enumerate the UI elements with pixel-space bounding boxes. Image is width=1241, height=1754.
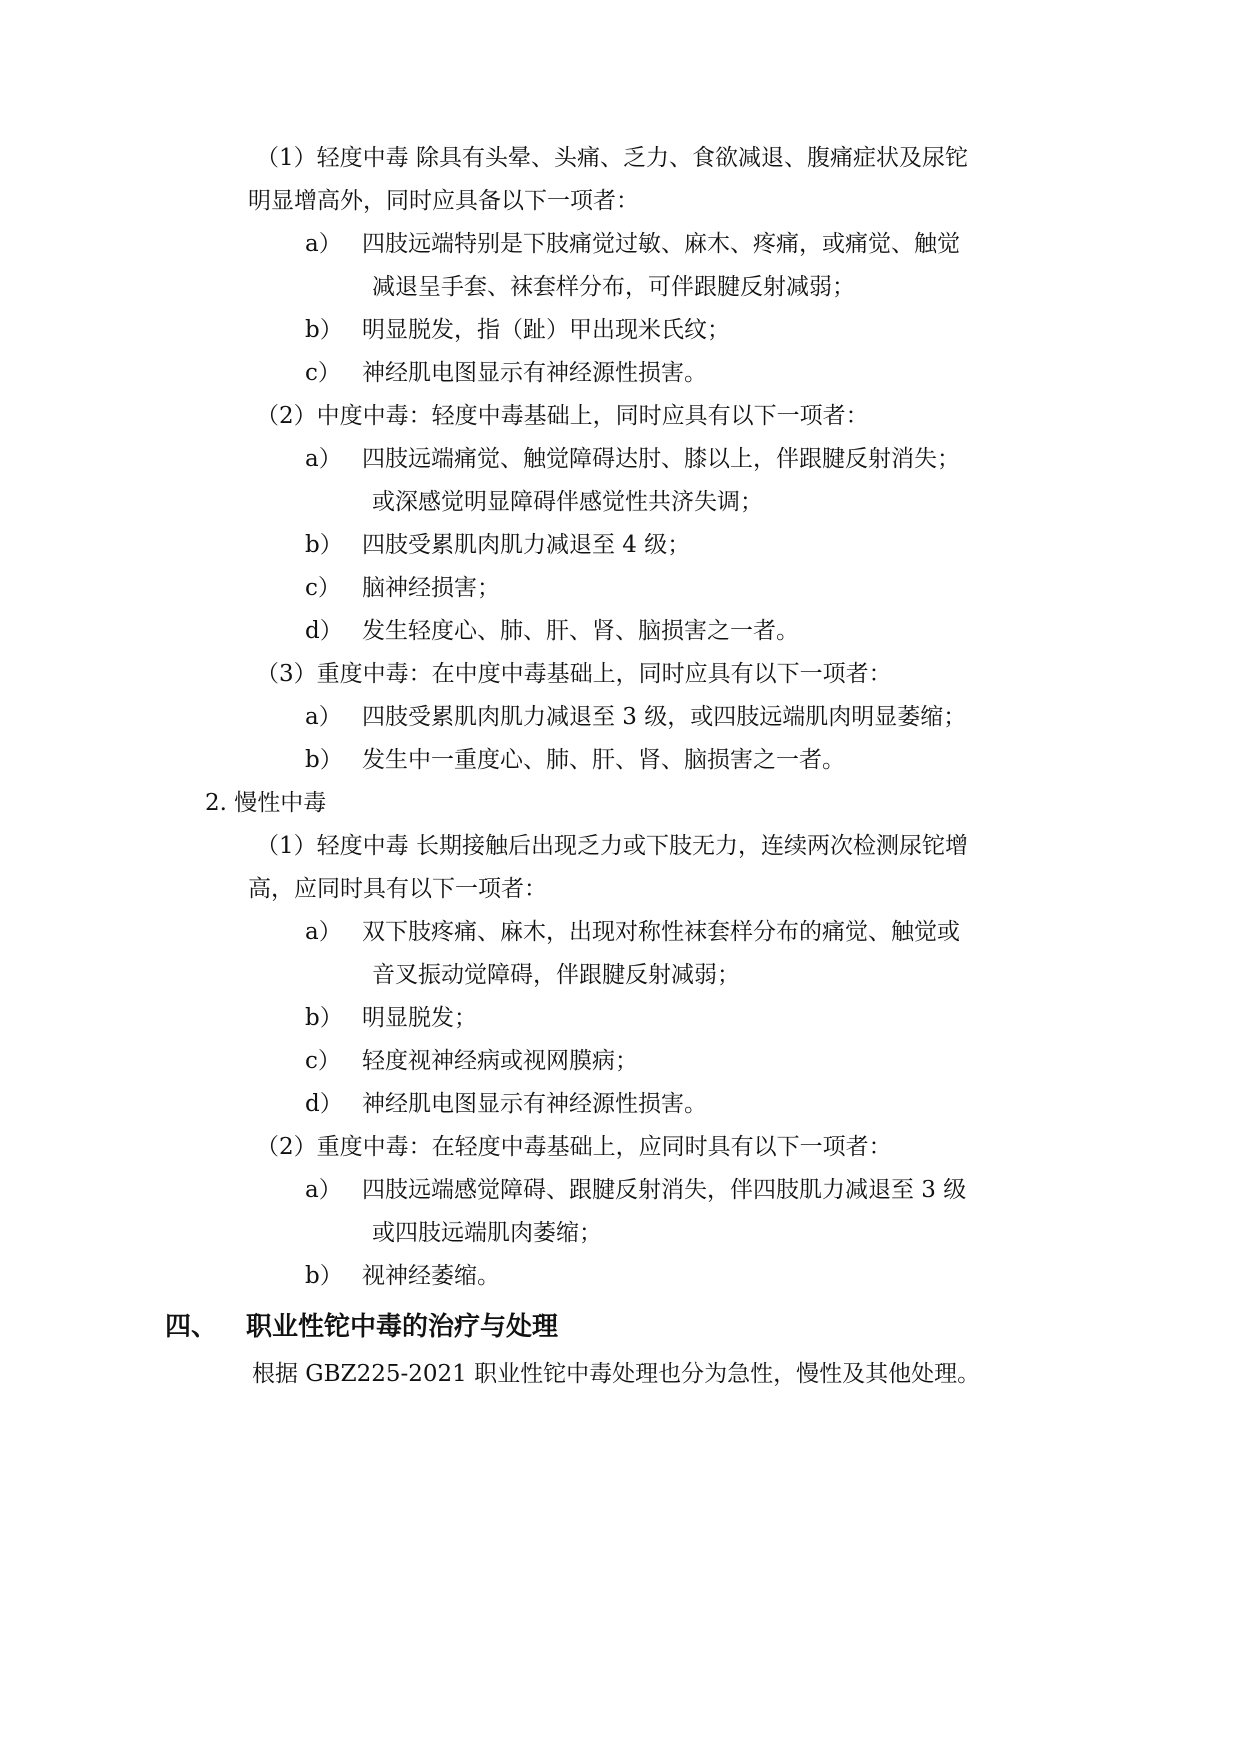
list-item-text: 轻度视神经病或视网膜病； xyxy=(362,1048,638,1074)
list-item-text: 双下肢疼痛、麻木，出现对称性袜套样分布的痛觉、触觉或 xyxy=(362,919,960,945)
list-item-label: b） xyxy=(305,1005,343,1031)
list-item-label: d） xyxy=(305,1091,343,1117)
acute-mild-heading-cont: 明显增高外，同时应具备以下一项者： xyxy=(248,188,639,214)
list-item-text: 四肢远端特别是下肢痛觉过敏、麻木、疼痛，或痛觉、触觉 xyxy=(362,231,960,257)
chronic-mild-heading: （1）轻度中毒 长期接触后出现乏力或下肢无力，连续两次检测尿铊增 xyxy=(256,833,968,859)
list-item-text-cont: 减退呈手套、袜套样分布，可伴跟腱反射减弱； xyxy=(372,274,855,300)
list-item-label: c） xyxy=(305,1048,341,1074)
list-item-text: 神经肌电图显示有神经源性损害。 xyxy=(362,1091,707,1117)
list-item-text: 发生中一重度心、肺、肝、肾、脑损害之一者。 xyxy=(362,747,845,773)
section-title: 职业性铊中毒的治疗与处理 xyxy=(246,1312,559,1342)
list-item-text: 四肢远端痛觉、触觉障碍达肘、膝以上，伴跟腱反射消失； xyxy=(362,446,960,472)
chronic-title: 2. 慢性中毒 xyxy=(205,790,327,816)
list-item-text: 明显脱发； xyxy=(362,1005,477,1031)
acute-moderate-heading: （2）中度中毒：轻度中毒基础上，同时应具有以下一项者： xyxy=(256,403,869,429)
list-item-label: b） xyxy=(305,317,343,343)
list-item-text: 视神经萎缩。 xyxy=(362,1263,500,1289)
list-item-label: c） xyxy=(305,360,341,386)
list-item-label: c） xyxy=(305,575,341,601)
list-item-label: d） xyxy=(305,618,343,644)
list-item-text-cont: 音叉振动觉障碍，伴跟腱反射减弱； xyxy=(372,962,740,988)
list-item-label: a） xyxy=(305,446,342,472)
list-item-label: b） xyxy=(305,532,343,558)
list-item-text: 明显脱发，指（趾）甲出现米氏纹； xyxy=(362,317,730,343)
list-item-text-cont: 或四肢远端肌肉萎缩； xyxy=(372,1220,602,1246)
list-item-text-cont: 或深感觉明显障碍伴感觉性共济失调； xyxy=(372,489,763,515)
list-item-label: a） xyxy=(305,1177,342,1203)
acute-mild-heading: （1）轻度中毒 除具有头晕、头痛、乏力、食欲减退、腹痛症状及尿铊 xyxy=(256,145,968,171)
section-number: 四、 xyxy=(165,1312,218,1342)
chronic-mild-heading-cont: 高，应同时具有以下一项者： xyxy=(248,876,547,902)
list-item-label: b） xyxy=(305,1263,343,1289)
list-item-label: a） xyxy=(305,704,342,730)
list-item-label: a） xyxy=(305,919,342,945)
list-item-label: a） xyxy=(305,231,342,257)
chronic-severe-heading: （2）重度中毒：在轻度中毒基础上，应同时具有以下一项者： xyxy=(256,1134,892,1160)
section-body: 根据 GBZ225-2021 职业性铊中毒处理也分为急性，慢性及其他处理。 xyxy=(252,1361,981,1387)
list-item-text: 神经肌电图显示有神经源性损害。 xyxy=(362,360,707,386)
list-item-text: 脑神经损害； xyxy=(362,575,500,601)
list-item-text: 四肢受累肌肉肌力减退至 4 级； xyxy=(362,532,691,558)
list-item-text: 四肢受累肌肉肌力减退至 3 级，或四肢远端肌肉明显萎缩； xyxy=(362,704,967,730)
acute-severe-heading: （3）重度中毒：在中度中毒基础上，同时应具有以下一项者： xyxy=(256,661,892,687)
list-item-text: 发生轻度心、肺、肝、肾、脑损害之一者。 xyxy=(362,618,799,644)
list-item-text: 四肢远端感觉障碍、跟腱反射消失，伴四肢肌力减退至 3 级 xyxy=(362,1177,967,1203)
list-item-label: b） xyxy=(305,747,343,773)
